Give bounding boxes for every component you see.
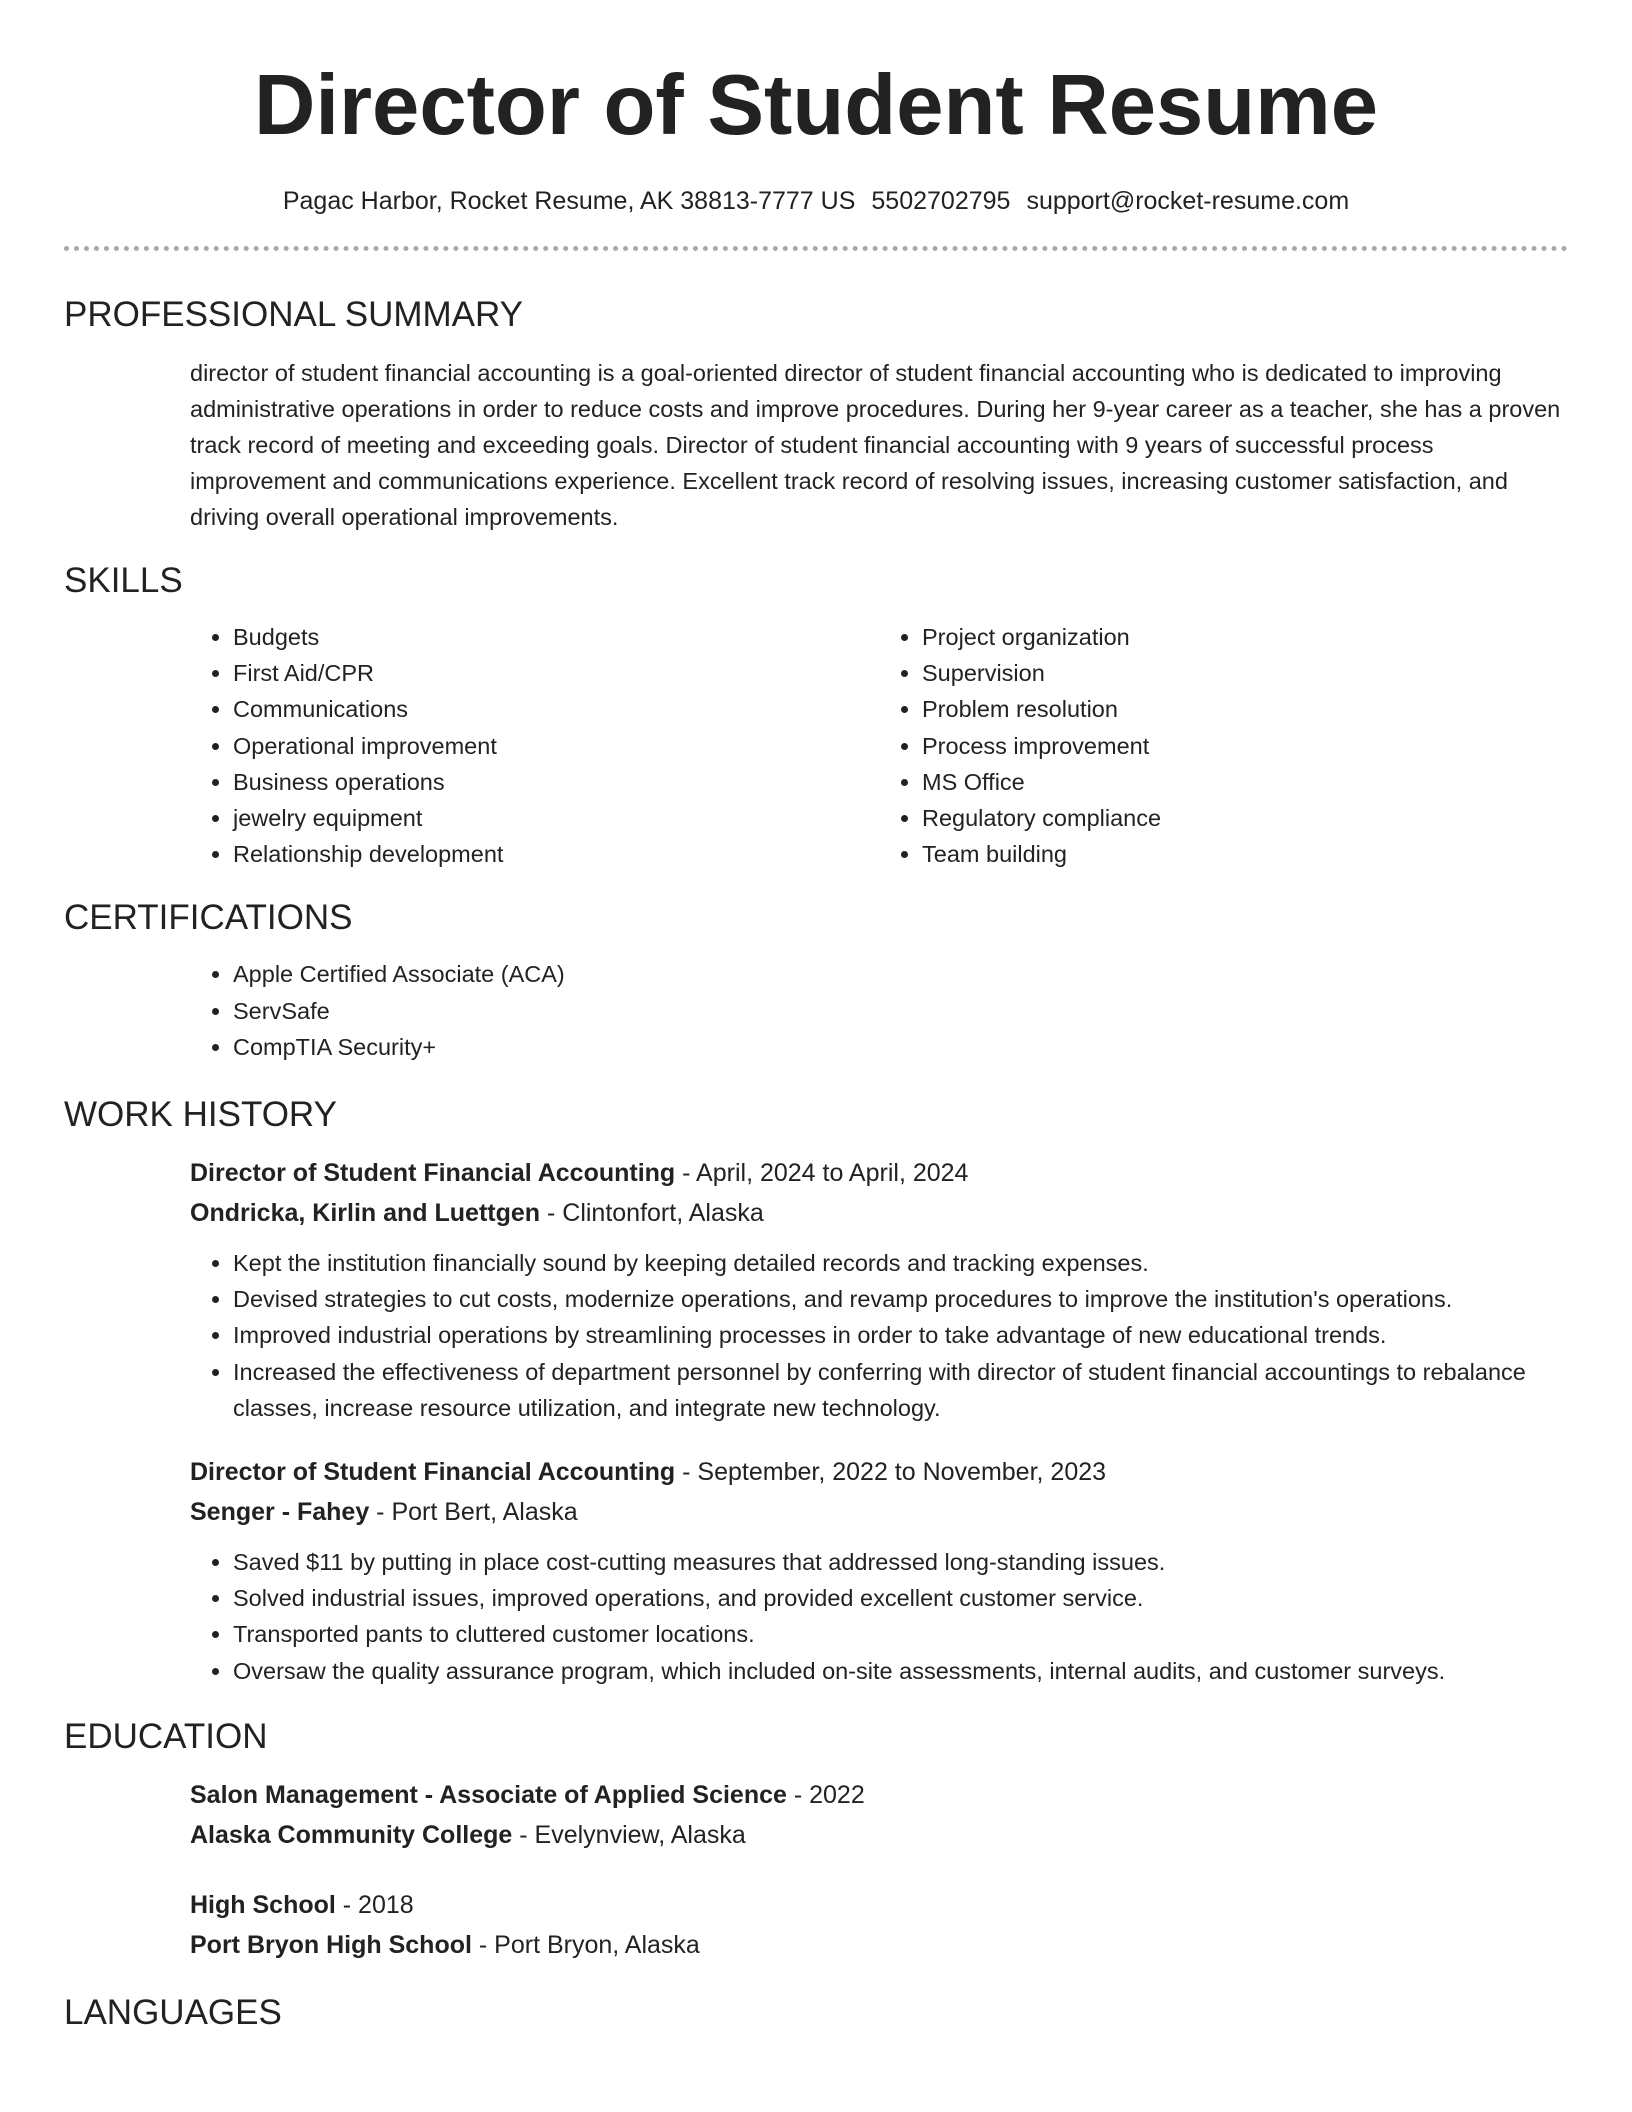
education-year: - 2022 bbox=[786, 1780, 865, 1809]
job-title-line bbox=[190, 1153, 1568, 1193]
job-dates: - April, 2024 to April, 2024 bbox=[675, 1159, 969, 1188]
education-location: - Evelynview, Alaska bbox=[512, 1820, 746, 1849]
header-divider bbox=[64, 246, 1568, 251]
job-bullet: • Kept the institution financially sound by keeping detailed records and tracking expenses. bbox=[233, 1245, 1568, 1281]
resume-title: Director of Student Resume bbox=[253, 58, 1379, 153]
skill-item: • Budgets bbox=[233, 619, 879, 655]
job-entry bbox=[190, 1452, 1568, 1689]
skill-item: • MS Office bbox=[922, 764, 1568, 800]
job-bullet: • Solved industrial issues, improved operations, and provided excellent customer service. bbox=[233, 1580, 1568, 1616]
skills-list bbox=[190, 619, 1568, 872]
job-bullet: • Oversaw the quality assurance program, which included on-site assessments, internal audits, and customer surveys. bbox=[233, 1653, 1568, 1689]
education-degree-line bbox=[190, 1885, 1568, 1925]
skill-item: • jewelry equipment bbox=[233, 800, 879, 836]
education-location: - Port Bryon, Alaska bbox=[471, 1930, 700, 1959]
job-dates: - September, 2022 to November, 2023 bbox=[675, 1458, 1107, 1487]
skill-item: • Team building bbox=[922, 836, 1568, 872]
education-school-line bbox=[190, 1925, 1568, 1965]
education-degree: High School bbox=[190, 1890, 336, 1919]
education-entry bbox=[190, 1775, 1568, 1855]
job-bullet: • Saved $11 by putting in place cost-cutting measures that addressed long-standing issues. bbox=[233, 1544, 1568, 1580]
job-bullets bbox=[190, 1544, 1568, 1689]
education-heading: EDUCATION bbox=[64, 1716, 268, 1756]
contact-phone: 5502702795 bbox=[871, 187, 1011, 215]
certification-item: • CompTIA Security+ bbox=[233, 1029, 1568, 1065]
skill-item: • First Aid/CPR bbox=[233, 655, 879, 691]
skills-column-left bbox=[190, 619, 879, 872]
job-bullets bbox=[190, 1245, 1568, 1426]
education-school: Port Bryon High School bbox=[190, 1930, 472, 1959]
skill-item: • Supervision bbox=[922, 655, 1568, 691]
skill-item: • Operational improvement bbox=[233, 728, 879, 764]
contact-line bbox=[64, 184, 1568, 218]
job-title-line bbox=[190, 1452, 1568, 1492]
job-bullet: • Devised strategies to cut costs, modernize operations, and revamp procedures to improve the institution's operations. bbox=[233, 1281, 1568, 1317]
job-company-line bbox=[190, 1492, 1568, 1532]
job-company: Ondricka, Kirlin and Luettgen bbox=[190, 1199, 541, 1228]
skill-item: • Regulatory compliance bbox=[922, 800, 1568, 836]
summary-heading: PROFESSIONAL SUMMARY bbox=[64, 295, 523, 334]
education-degree: Salon Management - Associate of Applied Science bbox=[190, 1780, 787, 1809]
certification-item: • ServSafe bbox=[233, 993, 1568, 1029]
skill-item: • Relationship development bbox=[233, 836, 879, 872]
skills-column-right bbox=[879, 619, 1568, 872]
certifications-list bbox=[190, 956, 1568, 1065]
contact-address: Pagac Harbor, Rocket Resume, AK 38813-7777 US bbox=[282, 187, 856, 215]
job-title: Director of Student Financial Accounting bbox=[190, 1458, 676, 1487]
education-entry bbox=[190, 1885, 1568, 1965]
skill-item: • Communications bbox=[233, 691, 879, 727]
summary-text: director of student financial accounting is a goal-oriented director of student financial accounting who is dedicated to improving administrative operations in order to reduce costs and improve procedures. During her 9-year career as a teacher, she has a proven track record of meeting and exceeding goals. Director of student financial accounting with 9 years of successful process improvement and communications experience. Excellent track record of resolving issues, increasing customer satisfaction, and driving overall operational improvements. bbox=[190, 360, 1561, 530]
skill-item: • Problem resolution bbox=[922, 691, 1568, 727]
languages-heading: LANGUAGES bbox=[64, 1992, 282, 2032]
education-degree-line bbox=[190, 1775, 1568, 1815]
education-school-line bbox=[190, 1815, 1568, 1855]
job-bullet: • Transported pants to cluttered customer locations. bbox=[233, 1616, 1568, 1652]
skill-item: • Project organization bbox=[922, 619, 1568, 655]
job-company: Senger - Fahey bbox=[190, 1498, 370, 1527]
skill-item: • Business operations bbox=[233, 764, 879, 800]
job-location: - Port Bert, Alaska bbox=[369, 1498, 578, 1527]
education-year: - 2018 bbox=[335, 1890, 414, 1919]
job-bullet: • Improved industrial operations by streamlining processes in order to take advantage of new educational trends. bbox=[233, 1317, 1568, 1353]
job-company-line bbox=[190, 1193, 1568, 1233]
certifications-bullets bbox=[190, 956, 1568, 1065]
contact-email: support@rocket-resume.com bbox=[1026, 187, 1350, 215]
certifications-heading: CERTIFICATIONS bbox=[64, 898, 353, 938]
education-school: Alaska Community College bbox=[190, 1820, 513, 1849]
job-title: Director of Student Financial Accounting bbox=[190, 1159, 676, 1188]
job-location: - Clintonfort, Alaska bbox=[540, 1199, 764, 1228]
skill-item: • Process improvement bbox=[922, 728, 1568, 764]
work-history-heading: WORK HISTORY bbox=[64, 1095, 337, 1135]
certification-item: • Apple Certified Associate (ACA) bbox=[233, 956, 1568, 992]
job-bullet: • Increased the effectiveness of department personnel by conferring with director of student financial accountings to rebalance classes, increase resource utilization, and integrate new technology. bbox=[233, 1354, 1568, 1426]
job-entry bbox=[190, 1153, 1568, 1426]
skills-heading: SKILLS bbox=[64, 561, 183, 600]
